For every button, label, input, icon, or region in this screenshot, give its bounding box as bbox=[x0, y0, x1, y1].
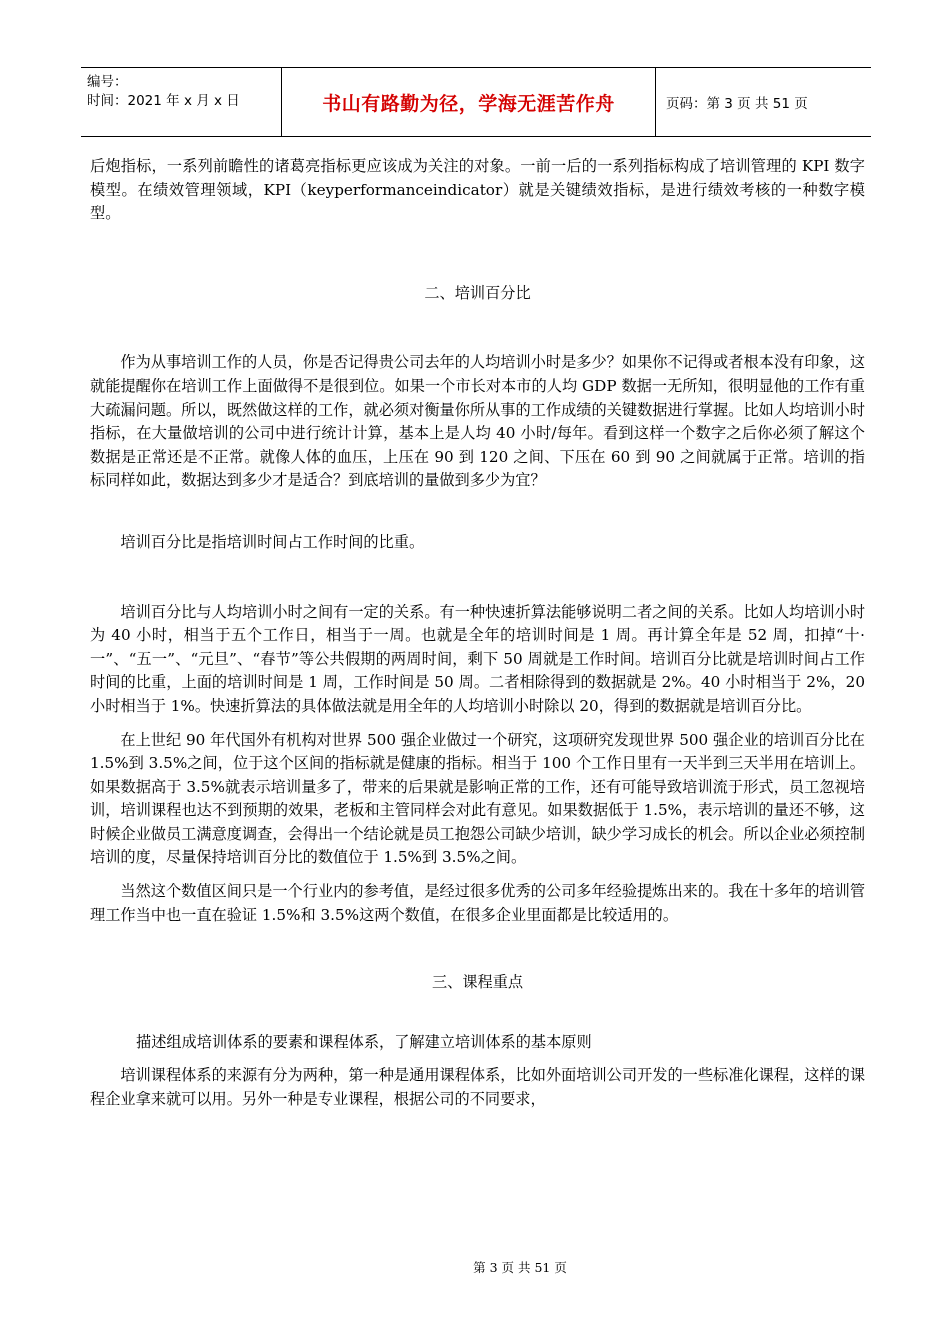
paragraph-training-hours: 作为从事培训工作的人员，你是否记得贵公司去年的人均培训小时是多少？如果你不记得或者根本没有印象，这就能提醒你在培训工作上面做得不是很到位。如果一个市长对本市的人均 GDP 数据一无所知，很明显他的工作有重大疏漏问题。所以，既然做这样的工作，就必须对衡量你所从事的工作成绩的关键数据进行掌握。比如人均培训小时指标，在大量做培训的公司中进行统计计算，基本上是人均 40 小时/每年。看到这样一个数字之后你必须了解这个数据是正常还是不正常。就像人体的血压，上压在 90 到 120 之间、下压在 60 到 90 之间就属于正常。培训的指标同样如此，数据达到多少才是适合？到底培训的量做到多少为宜？ bbox=[90, 353, 865, 490]
header-motto: 书山有路勤为径，学海无涯苦作舟 bbox=[282, 68, 656, 136]
page-footer: 第 3 页 共 51 页 bbox=[473, 1260, 567, 1275]
paragraph-course-system: 培训课程体系的来源有分为两种，第一种是通用课程体系，比如外面培训公司开发的一些标准化课程，这样的课程企业拿来就可以用。另外一种是专业课程，根据公司的不同要求， bbox=[90, 1066, 865, 1109]
paragraph-fortune-500-study: 在上世纪 90 年代国外有机构对世界 500 强企业做过一个研究，这项研究发现世界 500 强企业的培训百分比在 1.5%到 3.5%之间，位于这个区间的指标就是健康的指标。相当于 100 个工作日里有一天半到三天半用在培训上。如果数据高于 3.5%就表示培训量多了，带来的后果就是影响正常的工作，还有可能导致培训流于形式，员工忽视培训，培训课程也达不到预期的效果，老板和主管同样会对此有意见。如果数据低于 1.5%，表示培训的量还不够，这时候企业做员工满意度调查，会得出一个结论就是员工抱怨公司缺少培训，缺少学习成长的机会。所以企业必须控制培训的度，尽量保持培训百分比的数值位于 1.5%到 3.5%之间。 bbox=[90, 730, 865, 867]
date-label: 时间：2021 年 x 月 x 日 bbox=[87, 93, 240, 109]
paragraph-definition: 培训百分比是指培训时间占工作时间的比重。 bbox=[120, 532, 425, 551]
page-header bbox=[81, 67, 871, 137]
serial-number-label: 编号： bbox=[87, 74, 128, 90]
section-heading-course-focus: 三、课程重点 bbox=[431, 973, 524, 992]
document-body bbox=[90, 155, 865, 1112]
section-heading-training-percentage: 二、培训百分比 bbox=[424, 283, 531, 302]
header-meta bbox=[81, 68, 282, 136]
header-page-number: 页码：第 3 页 共 51 页 bbox=[666, 96, 808, 112]
paragraph-reference-range: 当然这个数值区间只是一个行业内的参考值，是经过很多优秀的公司多年经验提炼出来的。我在十多年的培训管理工作当中也一直在验证 1.5%和 3.5%这两个数值，在很多企业里面都是比较适用的。 bbox=[90, 882, 865, 924]
paragraph-quick-conversion: 培训百分比与人均培训小时之间有一定的关系。有一种快速折算法能够说明二者之间的关系。比如人均培训小时为 40 小时，相当于五个工作日，相当于一周。也就是全年的培训时间是 1 周。再计算全年是 52 周，扣掉“十·一”、“五一”、“元旦”、“春节”等公共假期的两周时间，剩下 50 周就是工作时间。培训百分比就是培训时间占工作时间的比重，上面的培训时间是 1 周，工作时间是 50 周。二者相除得到的数据就是 2%。40 小时相当于 2%，20 小时相当于 1%。快速折算法的具体做法就是用全年的人均培训小时除以 20，得到的数据就是培训百分比。 bbox=[90, 602, 865, 715]
paragraph-kpi: 后炮指标，一系列前瞻性的诸葛亮指标更应该成为关注的对象。一前一后的一系列指标构成了培训管理的 KPI 数字模型。在绩效管理领域，KPI（keyperformanceindicator）就是关键绩效指标，是进行绩效考核的一种数字模型。 bbox=[90, 157, 865, 223]
paragraph-course-objective: 描述组成培训体系的要素和课程体系，了解建立培训体系的基本原则 bbox=[136, 1032, 592, 1051]
